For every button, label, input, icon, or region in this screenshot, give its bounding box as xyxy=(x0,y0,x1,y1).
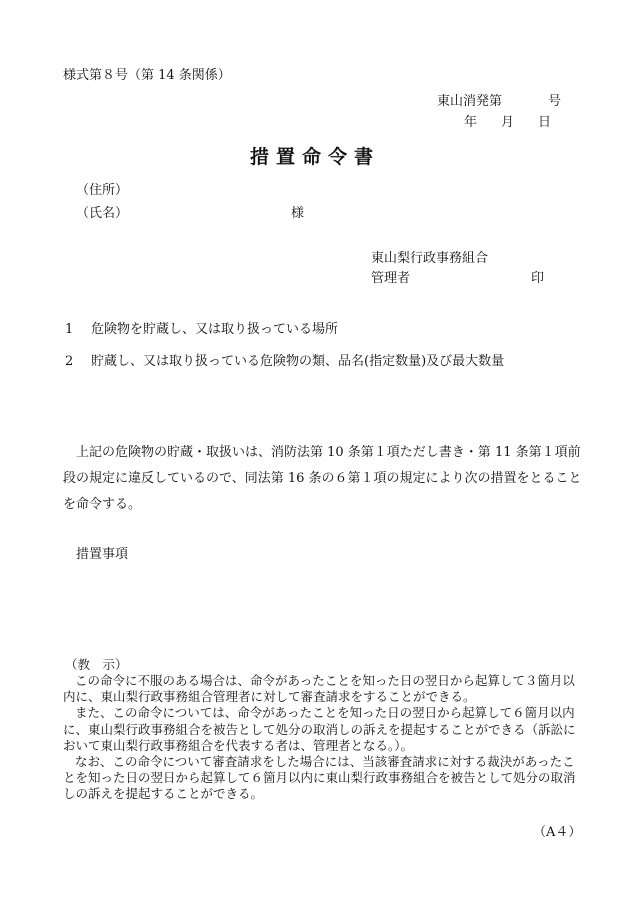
document-number-suffix: 号 xyxy=(548,94,562,109)
seal-mark: 印 xyxy=(531,271,545,286)
date-day: 日 xyxy=(538,115,552,130)
instruction-heading: （教 示） xyxy=(65,657,128,672)
recipient-address-label: （住所） xyxy=(76,183,129,198)
instruction-body xyxy=(63,673,585,803)
main-paragraph: 上記の危険物の貯蔵・取扱いは、消防法第 10 条第１項ただし書き・第 11 条第１項前段の規定に違反しているので、同法第 16 条の６第１項の規定により次の措置をとることを命令する。 xyxy=(63,445,582,512)
item-text: 危険物を貯蔵し、又は取り扱っている場所 xyxy=(91,322,339,337)
issue-date xyxy=(464,111,551,130)
recipient-honorific: 様 xyxy=(291,206,305,221)
list-item xyxy=(65,318,338,337)
measures-label: 措置事項 xyxy=(76,547,129,562)
date-year: 年 xyxy=(464,115,478,130)
document-number xyxy=(437,90,561,109)
instruction-paragraph: なお、この命令について審査請求をした場合には、当該審査請求に対する裁決があったことを知った日の翌日から起算して６箇月以内に東山梨行政事務組合を被告として処分の取消しの訴えを提起することができる。 xyxy=(63,754,576,802)
document-title: 措置命令書 xyxy=(249,146,380,168)
issuer-organization: 東山梨行政事務組合 xyxy=(371,251,489,266)
item-text: 貯蔵し、又は取り扱っている危険物の類、品名(指定数量)及び最大数量 xyxy=(91,354,505,369)
document-number-prefix: 東山消発第 xyxy=(437,94,503,109)
item-number: 1 xyxy=(65,322,74,337)
form-number: 様式第８号（第 14 条関係） xyxy=(63,68,231,83)
instruction-paragraph: また、この命令については、命令があったことを知った日の翌日から起算して６箇月以内に、東山梨行政事務組合を被告として処分の取消しの訴えを提起することができる（訴訟において東山梨行政事務組合を代表する者は、管理者となる。）。 xyxy=(63,705,576,753)
list-item xyxy=(65,350,504,369)
issuer-admin-label: 管理者 xyxy=(371,271,411,286)
instruction-paragraph: この命令に不服のある場合は、命令があったことを知った日の翌日から起算して３箇月以内に、東山梨行政事務組合管理者に対して審査請求をすることができる。 xyxy=(63,673,575,705)
paper-size-label: （A４） xyxy=(533,825,582,840)
date-month: 月 xyxy=(501,115,515,130)
item-number: 2 xyxy=(65,354,74,369)
recipient-name-label: （氏名） xyxy=(76,206,129,221)
